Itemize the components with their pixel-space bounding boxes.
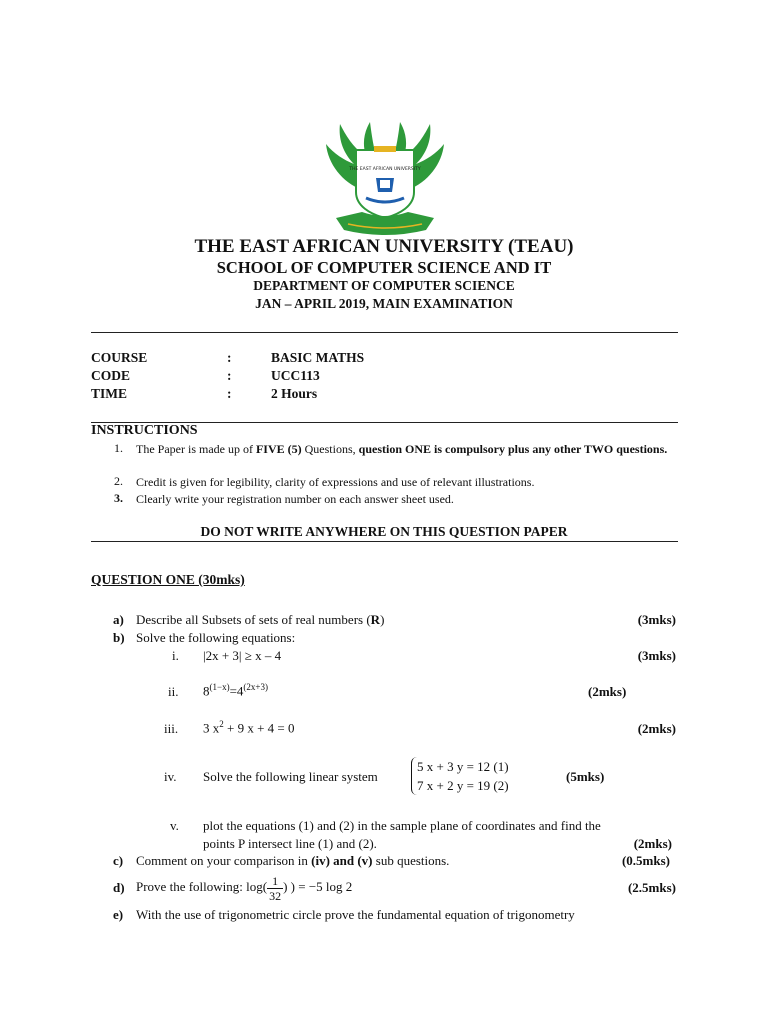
time-sep: : — [227, 386, 232, 401]
time-label: TIME — [91, 386, 128, 401]
code-sep: : — [227, 368, 232, 383]
course-sep: : — [227, 350, 232, 365]
q1b-text: Solve the following equations: — [136, 630, 296, 645]
code-label: CODE — [91, 368, 131, 383]
q1b-iii-marks: (2mks) — [637, 721, 676, 736]
instructions-title: INSTRUCTIONS — [91, 423, 198, 438]
q1b-i-expr: |2x + 3| ≥ x – 4 — [203, 648, 282, 663]
q1b-iv-system — [411, 757, 509, 795]
q1c-marks: (0.5mks) — [621, 853, 670, 868]
q1e-label: e) — [113, 907, 124, 922]
q1b-iv-marks: (5mks) — [566, 769, 605, 784]
q1b-iv-text: Solve the following linear system — [203, 769, 378, 784]
q1d-marks: (2.5mks) — [627, 880, 676, 895]
course-label: COURSE — [91, 350, 148, 365]
instruction-1-number: 1. — [114, 441, 123, 455]
instruction-3: Clearly write your registration number on each answer sheet used. — [136, 492, 454, 506]
time-value: 2 Hours — [271, 386, 318, 401]
instruction-3-number: 3. — [114, 491, 123, 505]
q1d-label: d) — [113, 880, 125, 895]
q1b-iv-eq1: 5 x + 3 y = 12 (1) — [417, 759, 509, 774]
instruction-2: Credit is given for legibility, clarity of expressions and use of relevant illustrations. — [136, 475, 535, 489]
university-title: THE EAST AFRICAN UNIVERSITY (TEAU) — [194, 236, 574, 257]
divider-top — [91, 332, 678, 333]
q1d-text: Prove the following: log( $\frac{1}{32}$ ) ) = −5 log 2 — [136, 873, 353, 903]
exam-title: JAN – APRIL 2019, MAIN EXAMINATION — [255, 296, 513, 311]
notice: DO NOT WRITE ANYWHERE ON THIS QUESTION PAPER — [200, 524, 568, 539]
q1b-ii-number: ii. — [168, 684, 179, 699]
q1b-iv-eq2: 7 x + 2 y = 19 (2) — [417, 778, 509, 793]
divider-notice — [91, 541, 678, 542]
school-title: SCHOOL OF COMPUTER SCIENCE AND IT — [216, 258, 552, 277]
q1b-iii-number: iii. — [164, 721, 179, 736]
instruction-2-number: 2. — [114, 474, 123, 488]
instruction-1: The Paper is made up of FIVE (5) Questions, question ONE is compulsory plus any other TWO questions. — [136, 442, 668, 456]
q1d-fraction: $\frac{1}{32}$ — [269, 873, 282, 903]
q1b-v-marks: (2mks) — [633, 836, 672, 851]
q1b-iii-expr: 3 $x^2 + 9$ x + 4 = 0 — [203, 719, 295, 736]
university-logo — [322, 120, 448, 238]
q1b-label: b) — [113, 630, 125, 645]
q1b-v-line2: points P intersect line (1) and (2). — [203, 836, 377, 851]
q1b-v-line1: plot the equations (1) and (2) in the sample plane of coordinates and find the — [203, 818, 601, 833]
q1b-iv-number: iv. — [164, 769, 177, 784]
code-value: UCC113 — [271, 368, 320, 383]
q1c-label: c) — [113, 853, 124, 868]
question-one-title: QUESTION ONE (30mks) — [91, 572, 245, 587]
q1a-label: a) — [113, 612, 124, 627]
q1c-text: Comment on your comparison in (iv) and (v) sub questions. — [136, 853, 450, 868]
q1a-marks: (3mks) — [637, 612, 676, 627]
department-title: DEPARTMENT OF COMPUTER SCIENCE — [253, 278, 515, 293]
q1a-text: Describe all Subsets of sets of real numbers (R) — [136, 612, 385, 627]
course-value: BASIC MATHS — [271, 350, 365, 365]
q1b-i-marks: (3mks) — [637, 648, 676, 663]
q1b-v-number: v. — [170, 818, 179, 833]
q1b-ii-expr: $8^{(1-x)}=4^{(2x+3)}$ — [203, 682, 268, 699]
q1e-text: With the use of trigonometric circle prove the fundamental equation of trigonometry — [136, 907, 575, 922]
q1b-ii-marks: (2mks) — [588, 684, 627, 699]
q1b-i-number: i. — [172, 648, 179, 663]
logo-text: THE EAST AFRICAN UNIVERSITY — [349, 167, 421, 172]
